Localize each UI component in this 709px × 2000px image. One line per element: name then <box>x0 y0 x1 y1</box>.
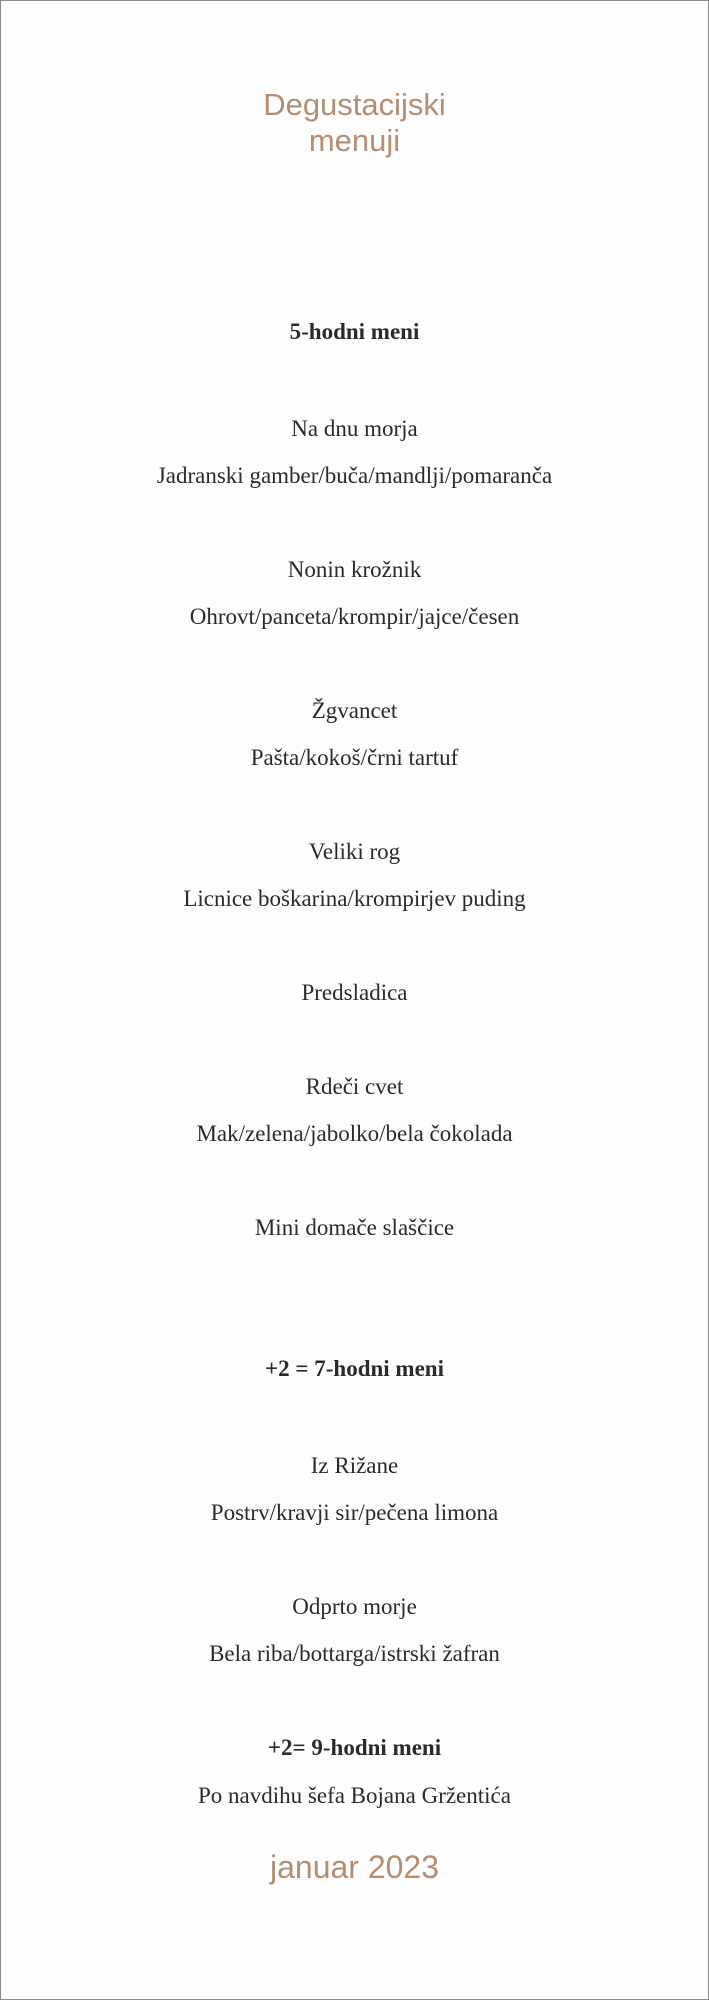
course-name: Veliki rog <box>308 839 401 864</box>
course-description: Pašta/kokoš/črni tartuf <box>250 745 459 770</box>
five-course-heading: 5-hodni meni <box>289 319 420 344</box>
title-line-2: menuji <box>308 123 401 158</box>
course-name: Odprto morje <box>292 1594 417 1619</box>
seven-course-heading: +2 = 7-hodni meni <box>265 1356 444 1381</box>
menu-date: januar 2023 <box>269 1849 440 1885</box>
course-name: Mini domače slaščice <box>254 1215 455 1240</box>
course-name: Žgvancet <box>311 698 398 723</box>
course-name: Rdeči cvet <box>305 1074 404 1099</box>
page-title <box>1 87 708 159</box>
title-line-1: Degustacijski <box>263 87 446 122</box>
course-name: Nonin krožnik <box>287 557 422 582</box>
course-name: Iz Rižane <box>310 1453 399 1478</box>
course-name: Na dnu morja <box>291 416 418 441</box>
course-description: Bela riba/bottarga/istrski žafran <box>209 1641 500 1666</box>
course-description: Mak/zelena/jabolko/bela čokolada <box>196 1121 513 1146</box>
course-description: Licnice boškarina/krompirjev puding <box>183 886 526 911</box>
course-description: Po navdihu šefa Bojana Gržentića <box>198 1783 511 1808</box>
course-description: Jadranski gamber/buča/mandlji/pomaranča <box>156 463 553 488</box>
course-description: Postrv/kravji sir/pečena limona <box>210 1500 499 1525</box>
course-name: Predsladica <box>301 980 408 1005</box>
nine-course-heading: +2= 9-hodni meni <box>267 1735 442 1760</box>
course-description: Ohrovt/panceta/krompir/jajce/česen <box>189 604 520 629</box>
